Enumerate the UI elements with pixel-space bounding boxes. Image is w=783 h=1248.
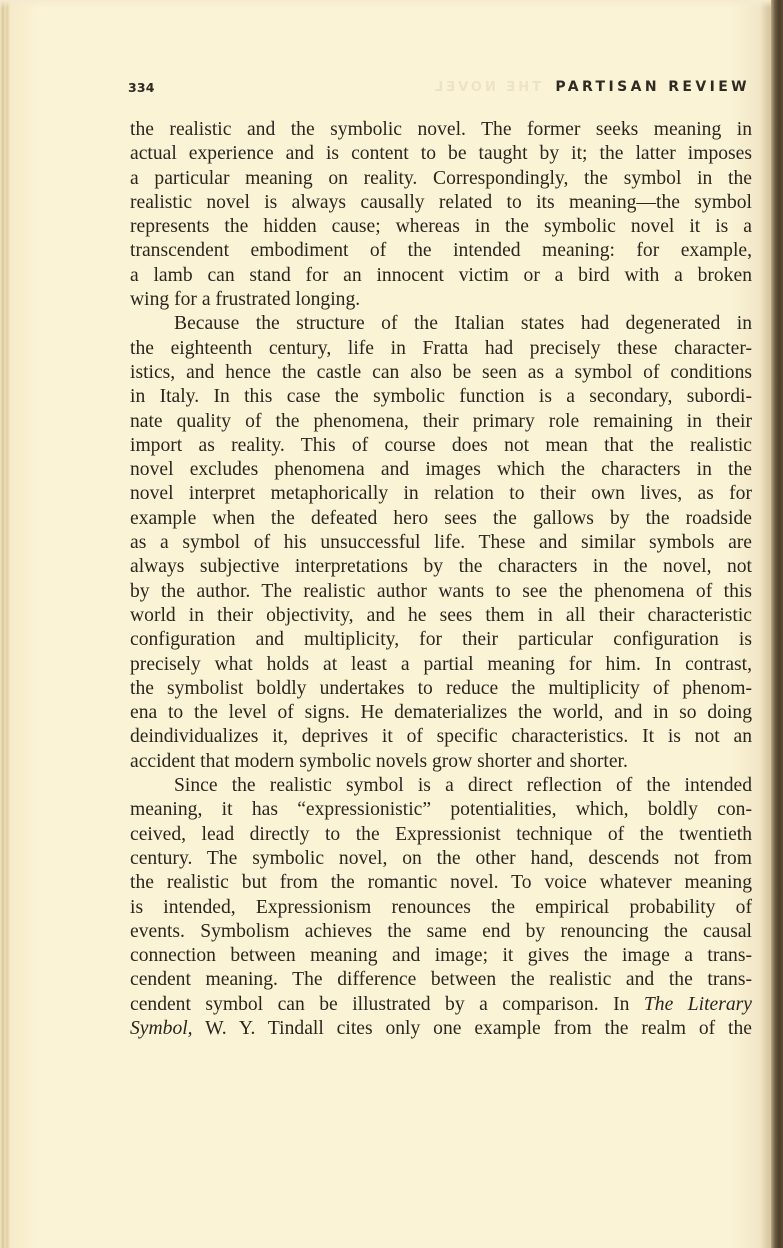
- text-line: [130, 118, 752, 142]
- text-run: always subjective interpretations by the characters in the novel, not: [130, 556, 752, 578]
- text-line: [130, 167, 752, 191]
- text-run: novel interpret metaphorically in relation to their own lives, as for: [130, 483, 752, 505]
- text-run: deindividualizes it, deprives it of specific characteristics. It is not an: [130, 726, 752, 748]
- text-run: configuration and multiplicity, for their particular configuration is: [130, 629, 752, 651]
- text-line: [130, 531, 752, 555]
- text-line: [130, 920, 752, 944]
- text-run: transcendent embodiment of the intended meaning: for example,: [130, 240, 752, 262]
- text-line: [130, 142, 752, 166]
- text-line: [130, 968, 752, 992]
- text-run: nate quality of the phenomena, their primary role remaining in their: [130, 410, 752, 432]
- text-line: [130, 701, 752, 725]
- text-line: [130, 993, 752, 1017]
- text-line: [130, 215, 752, 239]
- text-line: [130, 774, 752, 798]
- text-run: world in their objectivity, and he sees them in all their characteristic: [130, 604, 752, 626]
- page-left-edge: [0, 0, 12, 1248]
- text-line: [130, 847, 752, 871]
- text-run: accident that modern symbolic novels grow shorter and shorter.: [130, 750, 628, 772]
- text-run: the eighteenth century, life in Fratta had precisely these character-: [130, 337, 752, 359]
- text-run: Because the structure of the Italian states had degenerated in: [174, 313, 752, 335]
- text-line: [130, 434, 752, 458]
- text-line: [130, 361, 752, 385]
- italic-title: Symbol,: [130, 1017, 193, 1039]
- text-run: the realistic but from the romantic novel. To voice whatever meaning: [130, 872, 752, 894]
- text-line: [130, 628, 752, 652]
- text-line: [130, 677, 752, 701]
- running-head: [128, 78, 750, 98]
- text-run: istics, and hence the castle can also be seen as a symbol of conditions: [130, 361, 752, 383]
- text-line: [130, 507, 752, 531]
- text-run: as a symbol of his unsuccessful life. These and similar symbols are: [130, 532, 752, 554]
- text-run: novel excludes phenomena and images which the characters in the: [130, 459, 752, 481]
- text-run: is intended, Expressionism renounces the empirical probability of: [130, 896, 752, 918]
- text-run: wing for a frustrated longing.: [130, 289, 361, 311]
- text-run: the realistic and the symbolic novel. The former seeks meaning in: [130, 119, 752, 140]
- italic-title: The Literary: [643, 993, 753, 1015]
- text-line: [130, 823, 752, 847]
- text-run: events. Symbolism achieves the same end by renouncing the causal: [130, 920, 752, 942]
- text-line: [130, 482, 752, 506]
- text-line: [130, 264, 752, 288]
- text-line: [130, 580, 752, 604]
- text-line: [130, 750, 752, 774]
- text-line: [130, 239, 752, 263]
- text-run: example when the defeated hero sees the gallows by the roadside: [130, 507, 752, 529]
- text-line: [130, 410, 752, 434]
- text-line: [130, 458, 752, 482]
- text-line: [130, 725, 752, 749]
- text-line: [130, 604, 752, 628]
- text-line: [130, 191, 752, 215]
- text-run: a particular meaning on reality. Correspondingly, the symbol in the: [130, 167, 752, 189]
- bleed-through-text: THE NOVEL: [432, 80, 541, 95]
- text-run: meaning, it has “expressionistic” potentialities, which, boldly con-: [130, 799, 752, 821]
- text-line: [130, 1017, 752, 1041]
- text-run: a lamb can stand for an innocent victim or a bird with a broken: [130, 264, 752, 286]
- text-run: connection between meaning and image; it gives the image a trans-: [130, 945, 752, 967]
- text-run: ceived, lead directly to the Expressionist technique of the twentieth: [130, 823, 752, 845]
- text-line: [130, 871, 752, 895]
- text-line: [130, 312, 752, 336]
- text-run: ena to the level of signs. He dematerializes the world, and in so doing: [130, 702, 752, 724]
- text-line: [130, 288, 752, 312]
- journal-title: PARTISAN REVIEW: [555, 79, 750, 95]
- page-top-shading: [0, 0, 783, 8]
- text-run: represents the hidden cause; whereas in the symbolic novel it is a: [130, 216, 752, 238]
- text-line: [130, 944, 752, 968]
- text-run: actual experience and is content to be taught by it; the latter imposes: [130, 143, 752, 165]
- text-run: Since the realistic symbol is a direct reflection of the intended: [174, 775, 752, 797]
- text-line: [130, 385, 752, 409]
- text-line: [130, 896, 752, 920]
- text-run: precisely what holds at least a partial meaning for him. In contrast,: [130, 653, 752, 675]
- text-run: W. Y. Tindall cites only one example from the realm of the: [192, 1017, 752, 1039]
- text-run: cendent symbol can be illustrated by a comparison. In: [130, 993, 644, 1015]
- text-line: [130, 653, 752, 677]
- text-run: by the author. The realistic author wants to see the phenomena of this: [130, 580, 752, 602]
- text-run: import as reality. This of course does not mean that the realistic: [130, 434, 752, 456]
- binding-shadow: [771, 0, 783, 1248]
- text-run: century. The symbolic novel, on the other hand, descends not from: [130, 847, 752, 869]
- body-text: [130, 118, 752, 1041]
- text-run: the symbolist boldly undertakes to reduce the multiplicity of phenom-: [130, 677, 752, 699]
- text-run: realistic novel is always causally related to its meaning—the symbol: [130, 191, 752, 213]
- page-number: 334: [128, 80, 155, 95]
- text-line: [130, 337, 752, 361]
- text-line: [130, 555, 752, 579]
- text-line: [130, 798, 752, 822]
- text-run: in Italy. In this case the symbolic function is a secondary, subordi-: [130, 386, 752, 408]
- text-run: cendent meaning. The difference between the realistic and the trans-: [130, 969, 752, 991]
